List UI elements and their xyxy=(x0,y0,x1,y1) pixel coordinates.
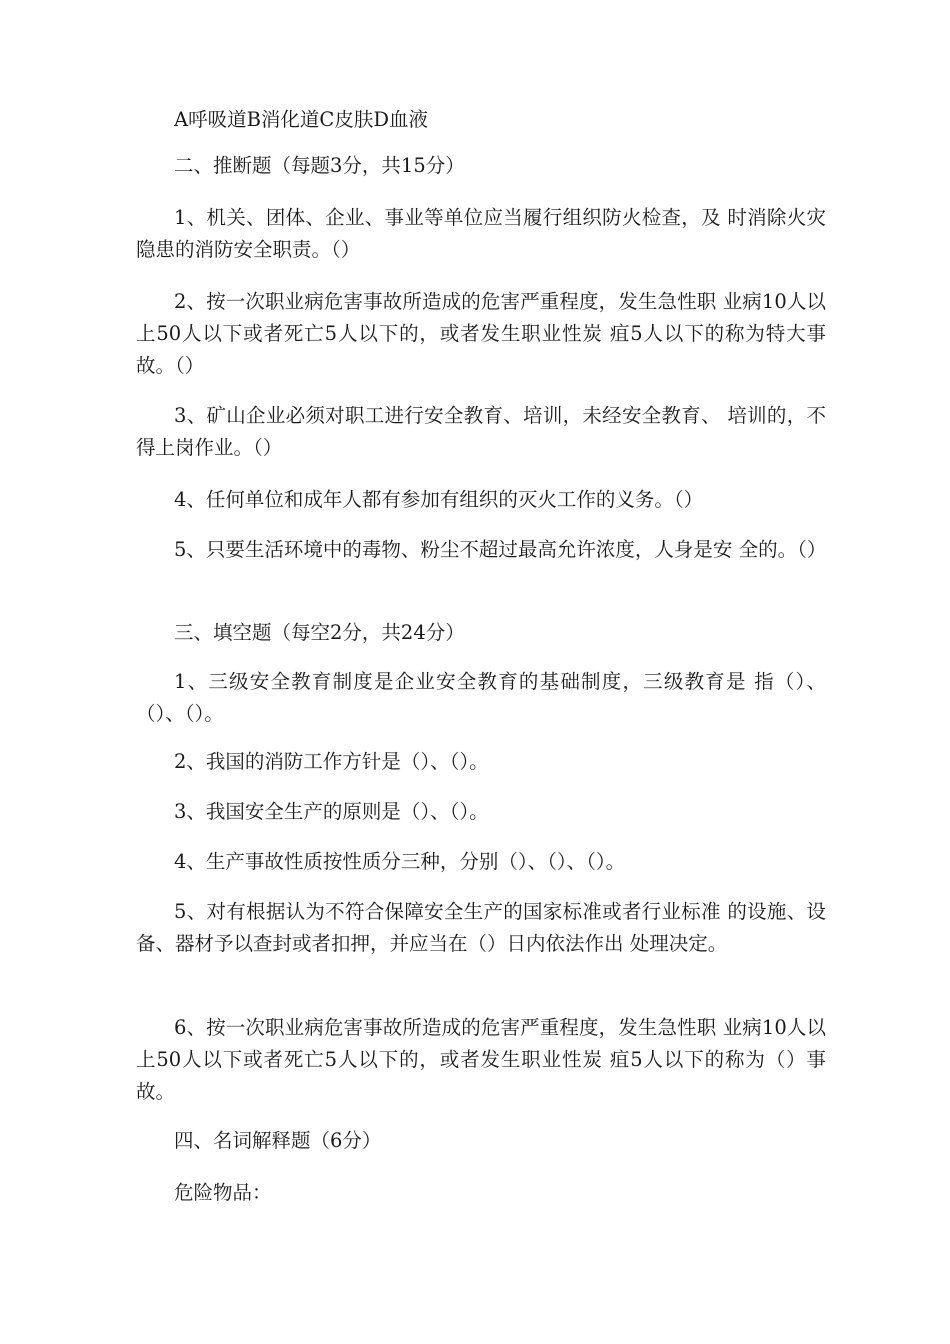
answer-options: A呼吸道B消化道C皮肤D血液 xyxy=(174,108,428,131)
judgment-question-3: 3、矿山企业必须对职工进行安全教育、培训，未经安全教育、 培训的，不得上岗作业。（） xyxy=(136,404,826,459)
fill-blank-question-6: 6、按一次职业病危害事故所造成的危害严重程度，发生急性职 业病10人以上50人以下或者死亡5人以下的，或者发生职业性炭 疽5人以下的称为（）事故。 xyxy=(136,1016,826,1103)
fill-blank-question-3: 3、我国安全生产的原则是（）、（）。 xyxy=(174,800,489,823)
fill-blank-question-2: 2、我国的消防工作方针是（）、（）。 xyxy=(174,750,489,773)
section-heading-judgment: 二、推断题（每题3分，共15分） xyxy=(174,154,465,177)
fill-blank-question-5: 5、对有根据认为不符合保障安全生产的国家标准或者行业标准 的设施、设备、器材予以查封或者扣押，并应当在（）日内依法作出 处理决定。 xyxy=(136,900,826,955)
section-heading-fill-blank: 三、填空题（每空2分，共24分） xyxy=(174,621,465,644)
judgment-question-4: 4、任何单位和成年人都有参加有组织的灭火工作的义务。（） xyxy=(174,488,704,511)
judgment-question-1: 1、机关、团体、企业、事业等单位应当履行组织防火检查，及 时消除火灾隐患的消防安全职责。（） xyxy=(136,206,826,261)
judgment-question-2: 2、按一次职业病危害事故所造成的危害严重程度，发生急性职 业病10人以上50人以下或者死亡5人以下的，或者发生职业性炭 疽5人以下的称为特大事故。（） xyxy=(136,290,826,377)
section-heading-term-definition: 四、名词解释题（6分） xyxy=(174,1129,382,1152)
fill-blank-question-1: 1、三级安全教育制度是企业安全教育的基础制度，三级教育是 指（）、（）、（）。 xyxy=(136,670,826,725)
judgment-question-5: 5、只要生活环境中的毒物、粉尘不超过最高允许浓度，人身是安 全的。（） xyxy=(174,538,827,561)
term-definition-question-1: 危险物品： xyxy=(174,1181,272,1204)
fill-blank-question-4: 4、生产事故性质按性质分三种，分别（）、（）、（）。 xyxy=(174,850,626,873)
